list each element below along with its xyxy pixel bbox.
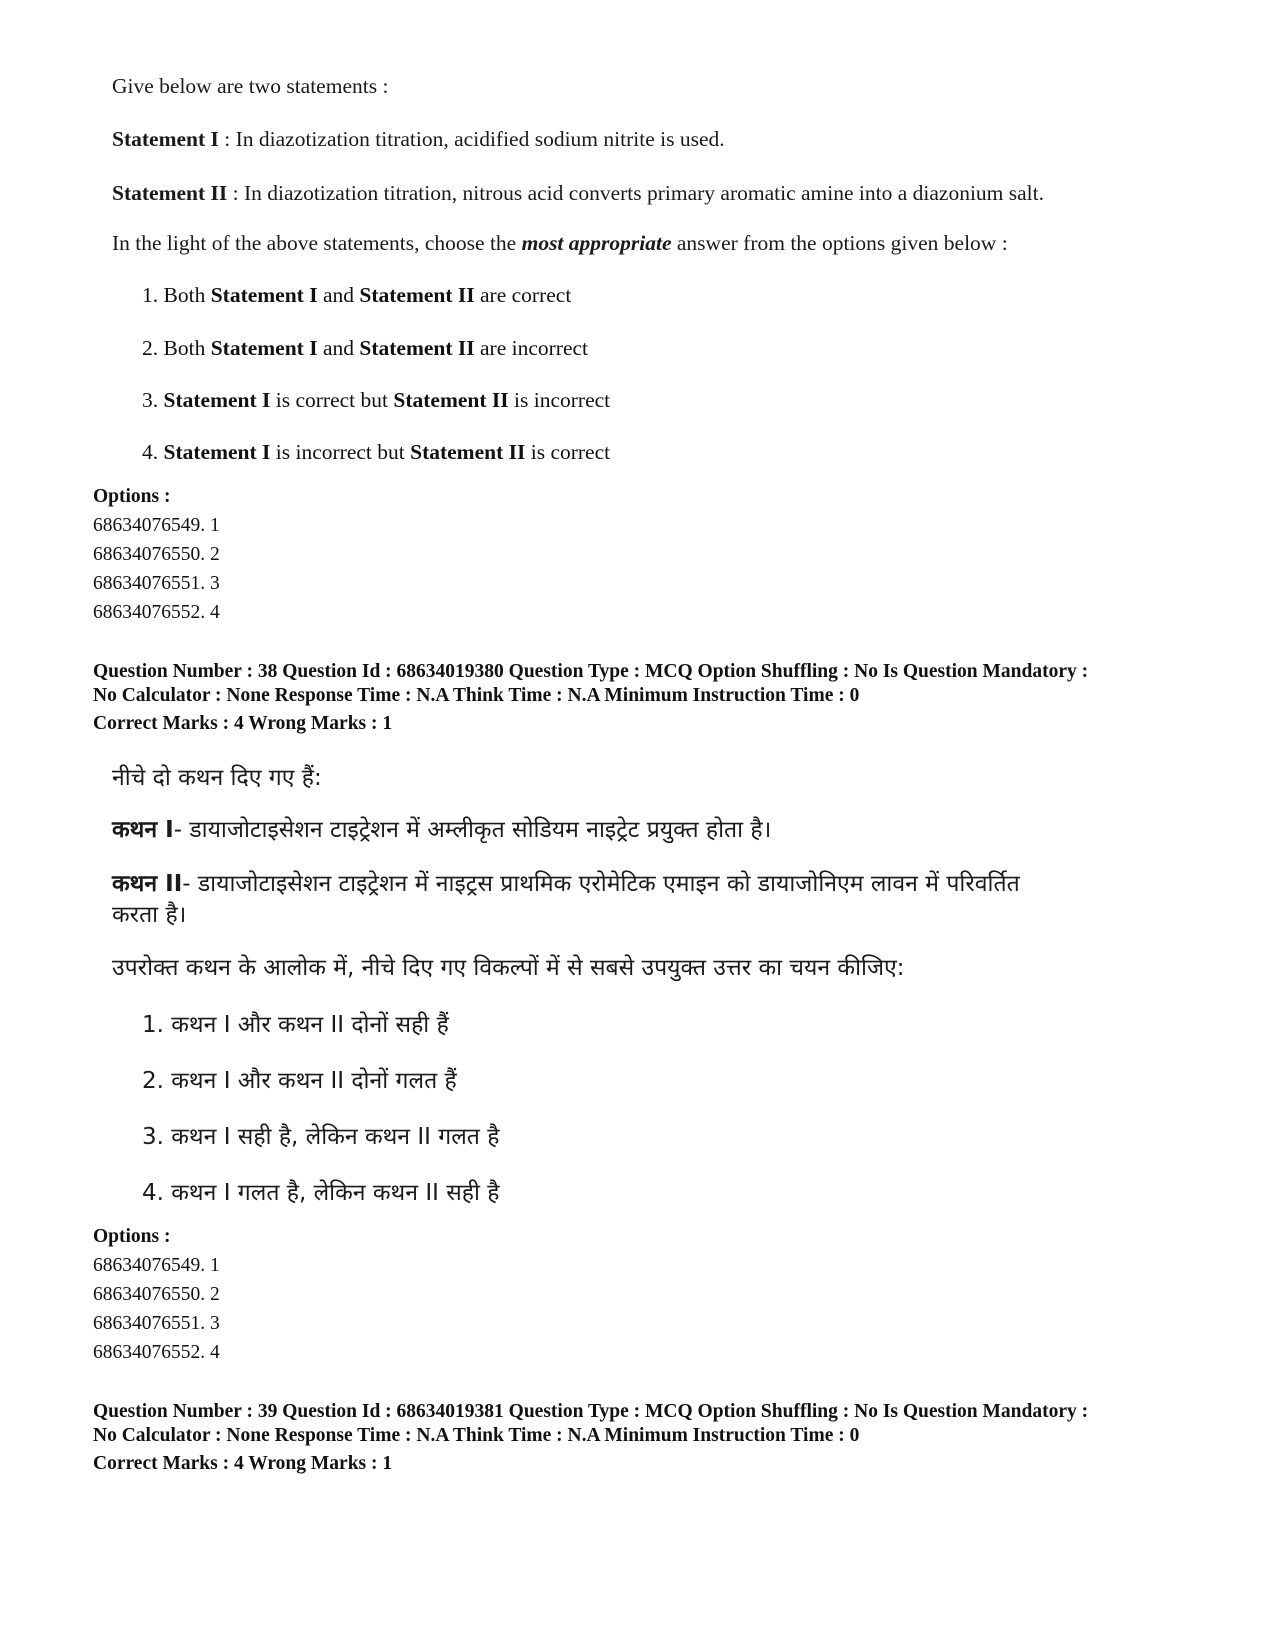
english-option-4: 4. Statement I is incorrect but Statement II is correct: [142, 440, 611, 464]
english-statement-2: Statement II : In diazotization titration, nitrous acid converts primary aromatic amine into a diazonium salt.: [112, 181, 1045, 205]
options-list-1: [93, 482, 220, 627]
hindi-statement-2-cont: करता है।: [112, 902, 187, 928]
question-38-header: [93, 660, 1213, 736]
option-item: 68634076552. 4: [93, 602, 220, 623]
hindi-option-1: 1. कथन I और कथन II दोनों सही हैं: [142, 1012, 449, 1038]
option-item: 68634076550. 2: [93, 544, 220, 565]
options-list-2: [93, 1222, 220, 1367]
hindi-option-4: 4. कथन I गलत है, लेकिन कथन II सही है: [142, 1180, 500, 1206]
option-item: 68634076551. 3: [93, 573, 220, 594]
hindi-instruction: उपरोक्त कथन के आलोक में, नीचे दिए गए विकल्पों में से सबसे उपयुक्त उत्तर का चयन कीजिए:: [112, 955, 905, 981]
english-instruction: In the light of the above statements, choose the most appropriate answer from the options given below :: [112, 231, 1008, 255]
hindi-intro: नीचे दो कथन दिए गए हैं:: [112, 765, 322, 791]
english-intro: Give below are two statements :: [112, 74, 389, 98]
option-item: 68634076549. 1: [93, 1255, 220, 1276]
question-38-line-1: Question Number : 38 Question Id : 68634019380 Question Type : MCQ Option Shuffling : No Is Question Mandatory :: [93, 661, 1089, 682]
option-item: 68634076549. 1: [93, 515, 220, 536]
english-option-2: 2. Both Statement I and Statement II are incorrect: [142, 336, 589, 360]
question-38-marks: Correct Marks : 4 Wrong Marks : 1: [93, 713, 393, 734]
question-39-header: [93, 1400, 1213, 1476]
hindi-statement-1: कथन I- डायाजोटाइसेशन टाइट्रेशन में अम्लीकृत सोडियम नाइट्रेट प्रयुक्त होता है।: [112, 817, 772, 843]
question-39-line-2: No Calculator : None Response Time : N.A Think Time : N.A Minimum Instruction Time : 0: [93, 1425, 860, 1446]
hindi-statement-2: कथन II- डायाजोटाइसेशन टाइट्रेशन में नाइट्रस प्राथमिक एरोमेटिक एमाइन को डायाजोनिएम लावन में परिवर्तित: [112, 871, 1020, 897]
option-item: 68634076552. 4: [93, 1342, 220, 1363]
hindi-option-2: 2. कथन I और कथन II दोनों गलत हैं: [142, 1068, 457, 1094]
options-label: Options :: [93, 1226, 171, 1247]
hindi-option-3: 3. कथन I सही है, लेकिन कथन II गलत है: [142, 1124, 500, 1150]
english-statement-1: Statement I : In diazotization titration, acidified sodium nitrite is used.: [112, 127, 725, 151]
question-39-line-1: Question Number : 39 Question Id : 68634019381 Question Type : MCQ Option Shuffling : No Is Question Mandatory :: [93, 1401, 1089, 1422]
option-item: 68634076550. 2: [93, 1284, 220, 1305]
english-option-1: 1. Both Statement I and Statement II are correct: [142, 283, 572, 307]
option-item: 68634076551. 3: [93, 1313, 220, 1334]
english-option-3: 3. Statement I is correct but Statement II is incorrect: [142, 388, 611, 412]
options-label: Options :: [93, 486, 171, 507]
question-38-line-2: No Calculator : None Response Time : N.A Think Time : N.A Minimum Instruction Time : 0: [93, 685, 860, 706]
question-39-marks: Correct Marks : 4 Wrong Marks : 1: [93, 1453, 393, 1474]
